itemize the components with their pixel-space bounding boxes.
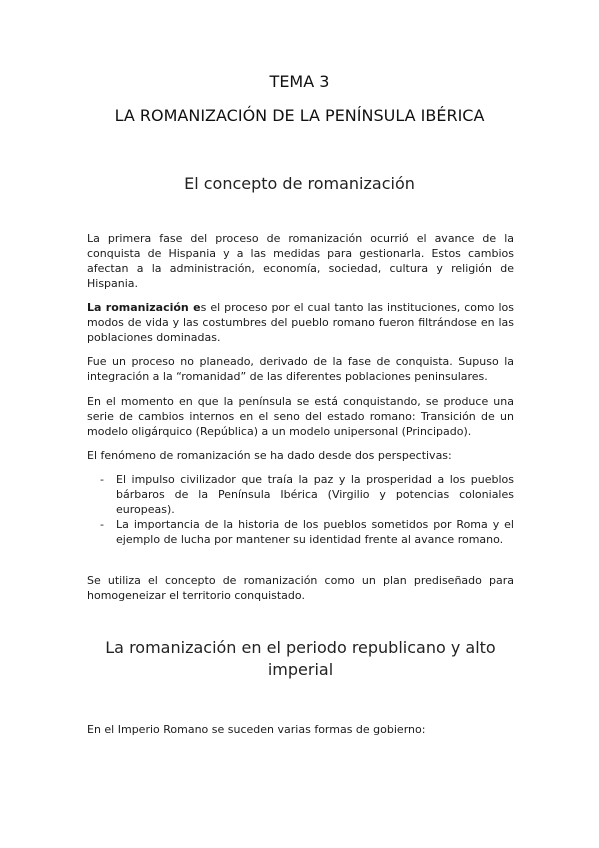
document-title: LA ROMANIZACIÓN DE LA PENÍNSULA IBÉRICA xyxy=(114,106,485,125)
list-item-text: La importancia de la historia de los pueblos sometidos por Roma y el ejemplo de lucha por mantener su identidad frente al avance romano. xyxy=(116,518,514,546)
list-item-text: El impulso civilizador que traía la paz y la prosperidad a los pueblos bárbaros de la Península Ibérica (Virgilio y potencias coloniales europeas). xyxy=(116,473,514,516)
list-item xyxy=(100,472,514,517)
bullet-dash: - xyxy=(100,473,104,486)
paragraph-plan-prediseñado: Se utiliza el concepto de romanización como un plan prediseñado para homogeneizar el territorio conquistado. xyxy=(87,574,514,602)
paragraph-proceso-no-planeado: Fue un proceso no planeado, derivado de la fase de conquista. Supuso la integración a la “romanidad” de las diferentes poblaciones peninsulares. xyxy=(87,355,514,383)
tema-number: TEMA 3 xyxy=(269,72,330,91)
section-heading-concepto: El concepto de romanización xyxy=(184,174,415,193)
perspectives-list xyxy=(100,472,514,547)
definition-bold-term: La romanización e xyxy=(87,301,201,314)
paragraph-formas-gobierno: En el Imperio Romano se suceden varias formas de gobierno: xyxy=(87,723,426,736)
section-heading-republicano: La romanización en el periodo republicano y alto imperial xyxy=(105,638,496,679)
paragraph-cambios-internos: En el momento en que la península se está conquistando, se produce una serie de cambios internos en el seno del estado romano: Transición de un modelo oligárquico (República) a un modelo unipersonal (Principado). xyxy=(87,395,514,438)
paragraph-perspectivas: El fenómeno de romanización se ha dado desde dos perspectivas: xyxy=(87,449,452,462)
paragraph-definicion xyxy=(87,300,514,345)
bullet-dash: - xyxy=(100,518,104,531)
paragraph-primera-fase: La primera fase del proceso de romanización ocurrió el avance de la conquista de Hispania y a las medidas para gestionarla. Estos cambios afectan a la administración, economía, sociedad, cultura y religión de Hispania. xyxy=(87,232,514,290)
list-item xyxy=(100,517,514,547)
definition-text: s el proceso por el cual tanto las instituciones, como los modos de vida y las costumbres del pueblo romano fueron filtrándose en las poblaciones dominadas. xyxy=(87,301,515,344)
